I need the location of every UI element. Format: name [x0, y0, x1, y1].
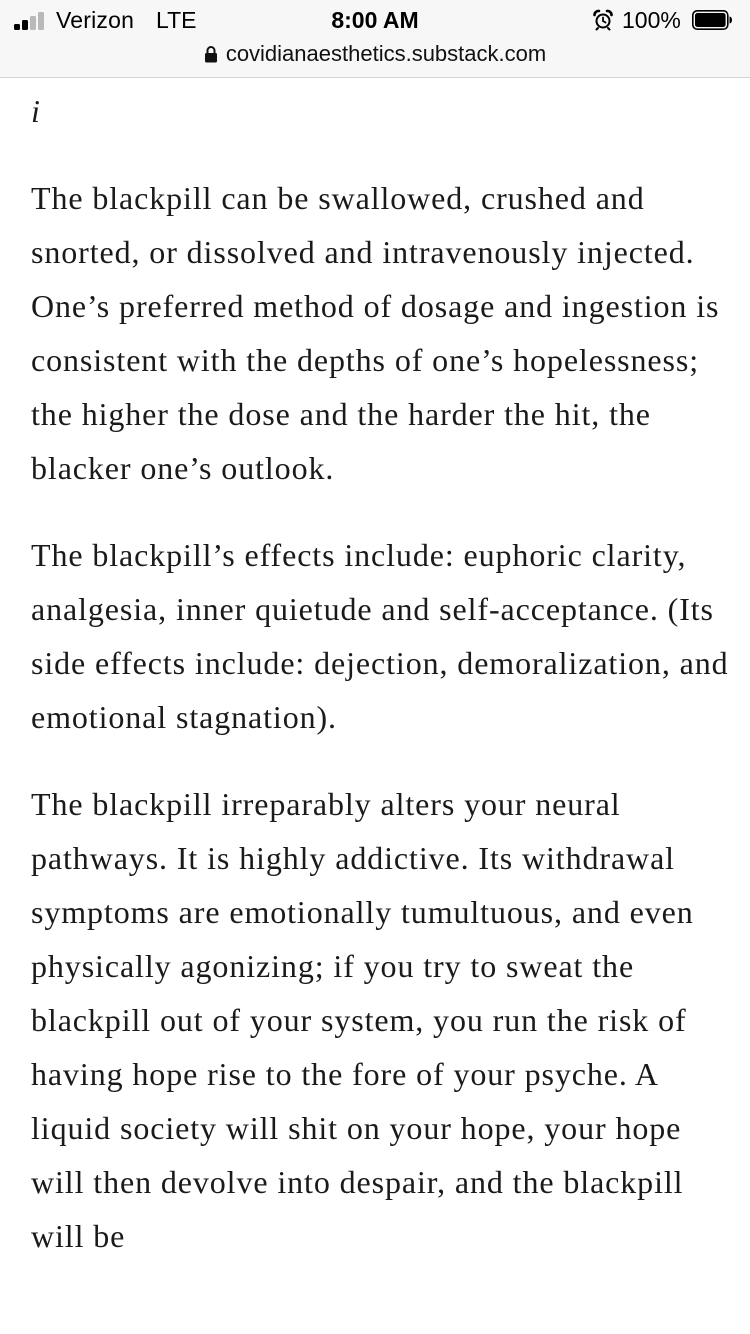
network-type: LTE	[156, 7, 197, 33]
article-paragraph-2: The blackpill’s effects include: euphoric clarity, analgesia, inner quietude and self-acceptance. (Its side effects include: dejection, demoralization, and emotional stagnation).	[31, 537, 729, 735]
url-display[interactable]	[0, 40, 750, 70]
url-bar[interactable]	[0, 40, 750, 78]
battery-icon	[692, 10, 732, 30]
section-numeral: i	[31, 93, 41, 129]
url-domain: covidianaesthetics.substack.com	[225, 41, 547, 66]
article-body	[31, 84, 731, 1296]
alarm-clock-icon	[592, 9, 614, 31]
battery-percentage: 100%	[622, 7, 681, 33]
carrier-name: Verizon	[56, 7, 135, 33]
status-time: 8:00 AM	[331, 7, 419, 33]
lock-icon	[204, 45, 218, 63]
article-paragraph-3: The blackpill irreparably alters your neural pathways. It is highly addictive. Its withdrawal symptoms are emotionally tumultuous, and even physically agonizing; if you try to sweat the blackpill out of your system, you run the risk of having hope rise to the fore of your psyche. A liquid society will shit on your hope, your hope will then devolve into despair, and the blackpill will be	[31, 786, 694, 1254]
article-paragraph-1: The blackpill can be swallowed, crushed and snorted, or dissolved and intravenously injected. One’s preferred method of dosage and ingestion is consistent with the depths of one’s hopelessness; the higher the dose and the harder the hit, the blacker one’s outlook.	[31, 180, 720, 486]
status-bar	[0, 0, 750, 40]
